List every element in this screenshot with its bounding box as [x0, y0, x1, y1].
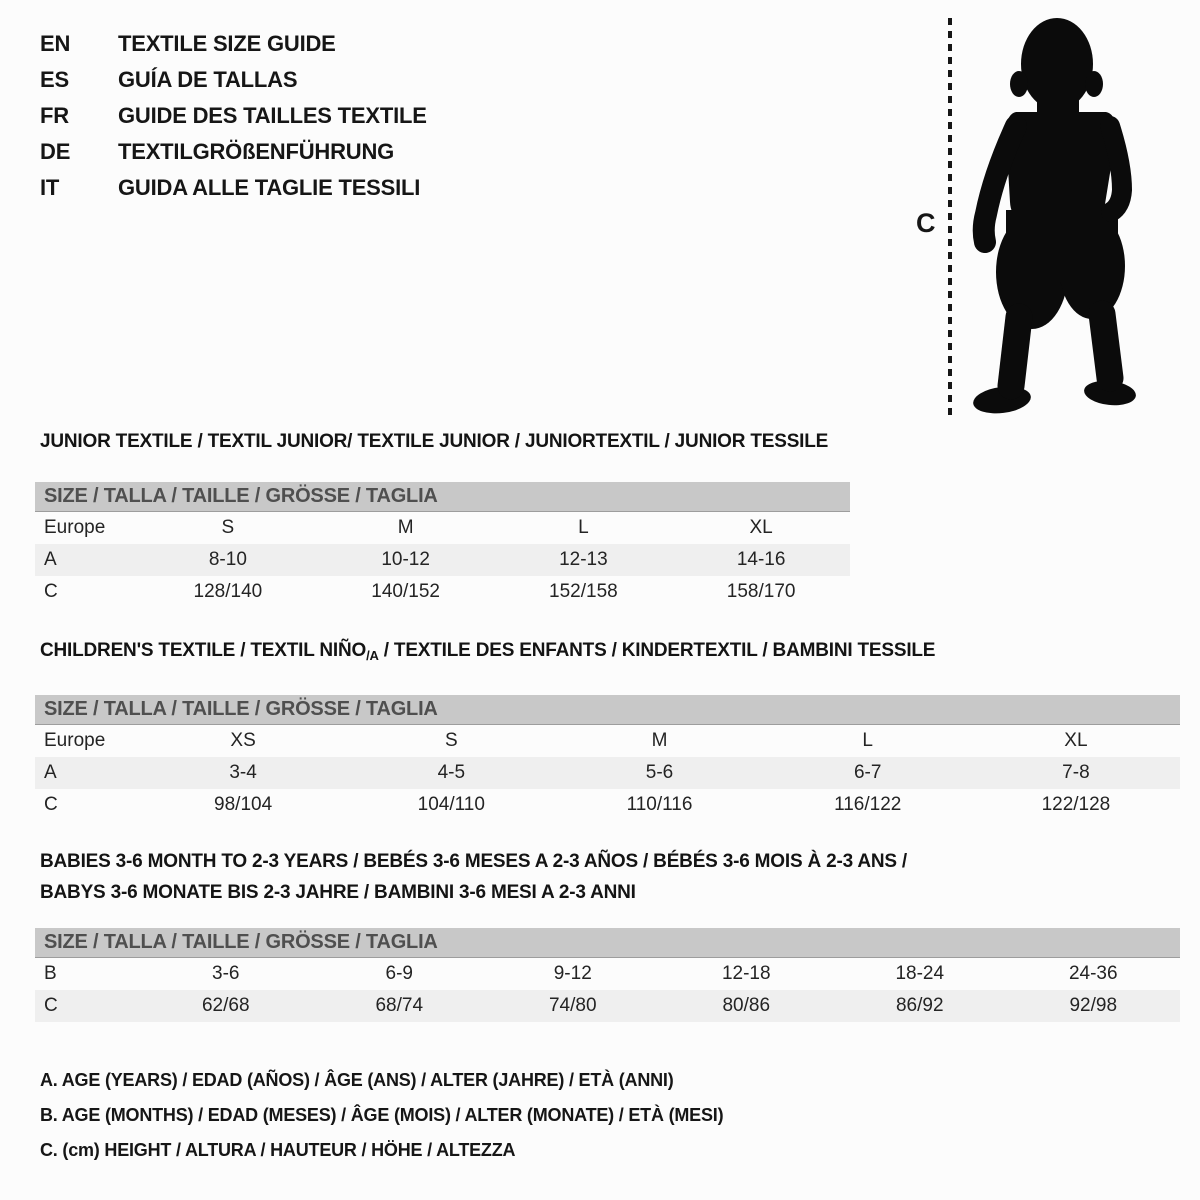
table-cell: 140/152	[371, 581, 440, 602]
table-row	[35, 789, 1180, 821]
legend-line-height: C. (cm) HEIGHT / ALTURA / HAUTEUR / HÖHE / ALTEZZA	[40, 1140, 516, 1160]
title-part: / TEXTILE DES ENFANTS / KINDERTEXTIL / BAMBINI TESSILE	[378, 640, 936, 661]
size-header-bar: SIZE / TALLA / TAILLE / GRÖSSE / TAGLIA	[35, 695, 1180, 725]
row-label: C	[44, 995, 58, 1016]
table-cell: XS	[230, 730, 256, 751]
table-row	[35, 958, 1180, 990]
language-title: TEXTILE SIZE GUIDE	[118, 31, 336, 56]
table-cell: L	[578, 517, 589, 538]
table-cell: S	[444, 730, 458, 751]
height-measure-dashed-line	[948, 18, 952, 416]
language-title: GUIDE DES TAILLES TEXTILE	[118, 103, 427, 128]
table-cell: 10-12	[381, 549, 430, 570]
table-cell: XL	[1064, 730, 1088, 751]
legend	[40, 1063, 723, 1168]
table-row	[35, 725, 1180, 757]
table-cell: 158/170	[726, 581, 796, 602]
table-cell: 98/104	[214, 794, 273, 815]
table-cell: 12-18	[721, 963, 771, 984]
language-row	[40, 62, 427, 98]
legend-line-age-months: B. AGE (MONTHS) / EDAD (MESES) / ÂGE (MOIS) / ALTER (MONATE) / ETÀ (MESI)	[40, 1105, 724, 1125]
table-row	[35, 757, 1180, 789]
height-measure-label: C	[916, 208, 936, 238]
table-cell: 3-6	[212, 963, 240, 984]
row-label: Europe	[44, 517, 106, 538]
language-row	[40, 26, 427, 62]
table-cell: 8-10	[208, 549, 247, 570]
table-cell: 110/116	[626, 794, 693, 815]
table-cell: 14-16	[736, 549, 786, 570]
language-title: TEXTILGRÖßENFÜHRUNG	[118, 139, 395, 164]
toddler-silhouette	[964, 14, 1139, 419]
language-code: ES	[40, 67, 69, 92]
title-line: BABYS 3-6 MONATE BIS 2-3 JAHRE / BAMBINI 3-6 MESI A 2-3 ANNI	[40, 882, 636, 903]
table-cell: 24-36	[1068, 963, 1118, 984]
language-code: DE	[40, 139, 71, 164]
language-title: GUÍA DE TALLAS	[118, 67, 298, 92]
language-row	[40, 134, 427, 170]
language-code: FR	[40, 103, 69, 128]
table-row	[35, 990, 1180, 1022]
table-cell: 6-7	[853, 762, 882, 783]
size-header-bar: SIZE / TALLA / TAILLE / GRÖSSE / TAGLIA	[35, 928, 1180, 958]
table-cell: 152/158	[549, 581, 618, 602]
table-cell: 18-24	[895, 963, 945, 984]
table-row	[35, 544, 850, 576]
table-cell: 5-6	[645, 762, 674, 783]
title-part: CHILDREN'S TEXTILE / TEXTIL NIÑO	[40, 640, 367, 661]
table-cell: 68/74	[375, 995, 424, 1016]
table-cell: 4-5	[437, 762, 466, 783]
row-label: C	[44, 794, 58, 815]
table-cell: 7-8	[1062, 762, 1090, 783]
section-title	[35, 639, 1180, 667]
table-cell: 12-13	[559, 549, 608, 570]
table-cell: 80/86	[722, 995, 771, 1016]
table-cell: 116/122	[834, 794, 902, 815]
table-cell: 104/110	[417, 794, 485, 815]
row-label: A	[44, 762, 57, 783]
title-subscript: /A	[366, 648, 379, 663]
row-label: A	[44, 549, 57, 570]
language-code: EN	[40, 31, 71, 56]
section-title: JUNIOR TEXTILE / TEXTIL JUNIOR/ TEXTILE JUNIOR / JUNIORTEXTIL / JUNIOR TESSILE	[40, 431, 829, 452]
table-cell: 62/68	[201, 995, 250, 1016]
language-row	[40, 98, 427, 134]
language-title-block	[40, 26, 427, 206]
toddler-figure-area	[912, 12, 1172, 427]
table-row	[35, 512, 850, 544]
language-title: GUIDA ALLE TAGLIE TESSILI	[118, 175, 421, 200]
table-row	[35, 576, 850, 608]
table-cell: L	[862, 730, 873, 751]
table-cell: XL	[749, 517, 773, 538]
size-header-bar: SIZE / TALLA / TAILLE / GRÖSSE / TAGLIA	[35, 482, 850, 512]
language-code: IT	[40, 175, 60, 200]
row-label: Europe	[44, 730, 106, 751]
table-cell: 86/92	[895, 995, 944, 1016]
section-title	[35, 846, 1180, 908]
section-junior-textile	[35, 430, 850, 608]
table-cell: 92/98	[1069, 995, 1118, 1016]
table-cell: 3-4	[229, 762, 257, 783]
table-cell: S	[221, 517, 235, 538]
title-line: BABIES 3-6 MONTH TO 2-3 YEARS / BEBÉS 3-6 MESES A 2-3 AÑOS / BÉBÉS 3-6 MOIS À 2-3 ANS /	[40, 851, 908, 872]
table-cell: 74/80	[548, 995, 597, 1016]
table-cell: M	[397, 517, 414, 538]
row-label: B	[44, 963, 57, 984]
table-cell: 122/128	[1041, 794, 1111, 815]
section-babies-textile	[35, 846, 1180, 1022]
table-cell: 9-12	[553, 963, 592, 984]
table-cell: M	[651, 730, 668, 751]
table-cell: 128/140	[193, 581, 263, 602]
legend-line-age-years: A. AGE (YEARS) / EDAD (AÑOS) / ÂGE (ANS) / ALTER (JAHRE) / ETÀ (ANNI)	[40, 1070, 674, 1090]
table-cell: 6-9	[385, 963, 413, 984]
language-row	[40, 170, 427, 206]
row-label: C	[44, 581, 58, 602]
section-childrens-textile	[35, 639, 1180, 821]
